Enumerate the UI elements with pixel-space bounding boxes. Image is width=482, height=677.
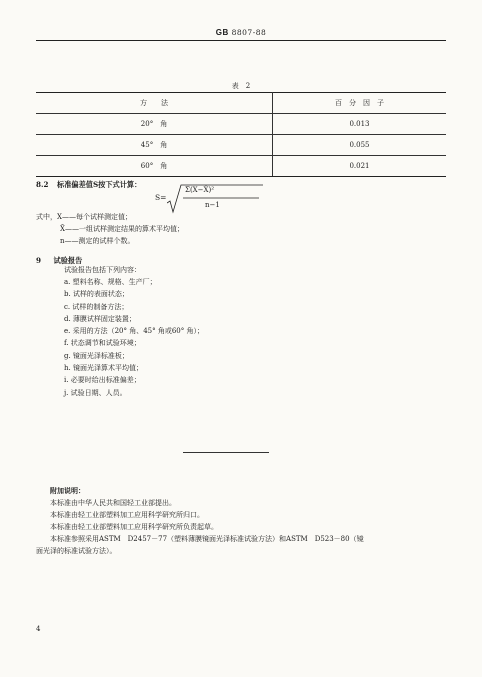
section-number: 8.2	[36, 180, 49, 189]
formula-lhs: S=	[155, 193, 167, 202]
section-9-intro: 试验报告包括下列内容：	[64, 266, 141, 274]
notes-line: 本标准由轻工业部塑料加工应用科学研究所归口。	[50, 511, 204, 519]
list-item: i. 必要时给出标准偏差；	[64, 376, 141, 385]
table-row	[36, 114, 446, 135]
report-items-list	[64, 276, 204, 399]
std-dev-formula	[155, 184, 265, 214]
cell-method: 60° 角	[36, 156, 273, 177]
cell-method: 20° 角	[36, 114, 273, 135]
sqrt-fraction-icon	[167, 184, 263, 214]
list-item: j. 试验日期、人员。	[64, 388, 127, 397]
table-row	[36, 156, 446, 177]
section-divider	[183, 452, 269, 453]
cell-method: 45° 角	[36, 135, 273, 156]
list-item: a. 塑料名称、规格、生产厂；	[64, 278, 157, 286]
notes-line: 本标准由轻工业部塑料加工应用科学研究所负责起草。	[50, 523, 218, 531]
table-2	[36, 92, 446, 177]
list-item: h. 镜面光泽算术平均值；	[64, 364, 143, 373]
list-item: g. 镜面光泽标准板；	[64, 351, 129, 360]
col-header-factor: 百 分 因 子	[273, 93, 447, 114]
additional-notes	[36, 485, 456, 557]
cell-factor: 0.013	[273, 114, 447, 135]
cell-factor: 0.055	[273, 135, 447, 156]
list-item: c. 试样的制备方法；	[64, 302, 129, 311]
notes-line: 面光泽的标准试验方法）。	[36, 547, 117, 555]
notes-line: 本标准参照采用ASTM D2457－77（塑料薄膜镜面光泽标准试验方法）和ASTM D523－80（镜	[50, 535, 364, 543]
header-rule	[36, 40, 446, 41]
where-line-3: n——测定的试样个数。	[60, 237, 135, 245]
section-text: 标准偏差值S按下式计算：	[57, 180, 142, 189]
list-item: d. 薄膜试样固定装置；	[64, 314, 136, 323]
table-row	[36, 135, 446, 156]
page-number: 4	[36, 625, 41, 633]
notes-line: 本标准由中华人民共和国轻工业部提出。	[50, 499, 176, 507]
notes-title: 附加说明：	[50, 486, 85, 495]
table-header-row	[36, 93, 446, 114]
section-title: 试验报告	[53, 256, 83, 265]
col-header-method: 方 法	[36, 93, 273, 114]
list-item: b. 试样的表面状态；	[64, 290, 129, 299]
page-header	[0, 28, 482, 37]
list-item: e. 采用的方法（20° 角、45° 角或60° 角）；	[64, 327, 204, 336]
where-line-1: 式中，X——每个试样测定值；	[36, 213, 132, 221]
section-8-2-heading	[36, 180, 141, 190]
list-item: f. 状态调节和试验环境；	[64, 339, 141, 348]
formula-denominator: n−1	[205, 201, 220, 209]
table-title: 表 2	[231, 82, 251, 90]
section-number: 9	[36, 256, 42, 265]
standard-prefix: GB	[215, 28, 229, 37]
standard-number: 8807-88	[231, 28, 267, 37]
where-line-2: X̄——一组试样测定结果的算术平均值；	[60, 225, 184, 233]
cell-factor: 0.021	[273, 156, 447, 177]
formula-numerator: Σ(X−X̄)²	[185, 186, 215, 194]
